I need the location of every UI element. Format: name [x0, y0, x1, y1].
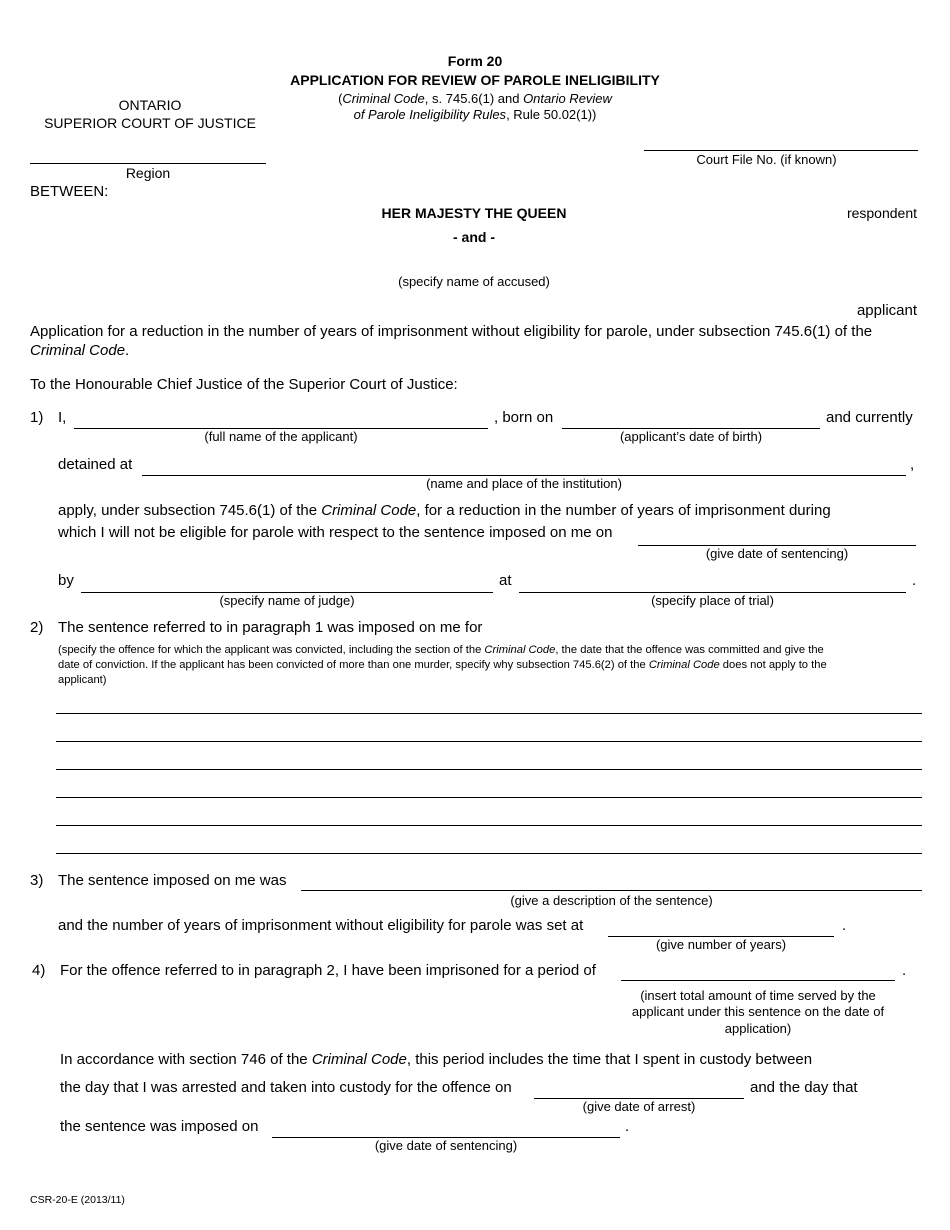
apply-part-1: apply, under subsection 745.6(1) of the [58, 502, 322, 519]
and-separator: - and - [453, 229, 495, 245]
form-code: CSR-20-E (2013/11) [30, 1194, 125, 1206]
years-caption: (give number of years) [655, 937, 787, 952]
instr-c: date of conviction. If the applicant has been convicted of more than one murder, specify why subsection 745.6(2) of the [58, 659, 649, 671]
para3-period: . [842, 917, 847, 934]
intro-line-1: Application for a reduction in the number of years of imprisonment without eligibility for parole, under subsection 745.6(1) of the [30, 323, 873, 340]
crown-name: HER MAJESTY THE QUEEN [381, 205, 567, 221]
para2-instruction-1 [58, 644, 824, 656]
custody-criminal-code: Criminal Code [311, 1051, 407, 1068]
region-field[interactable] [30, 145, 266, 164]
court-file-field[interactable] [644, 132, 918, 151]
intro-line-2 [30, 342, 129, 359]
by-label: by [58, 572, 74, 589]
authority-criminal-code: Criminal Code [342, 91, 425, 106]
imposed-on-label: the sentence was imposed on [60, 1118, 259, 1135]
years-text: and the number of years of imprisonment without eligibility for parole was set at [58, 917, 584, 934]
arrest-date-field[interactable] [534, 1080, 744, 1099]
custody-part-2: , this period includes the time that I spent in custody between [406, 1051, 813, 1068]
para3-text: The sentence imposed on me was [58, 872, 287, 889]
intro-period: . [125, 342, 130, 359]
offence-line-3[interactable] [56, 769, 922, 770]
form-number: Form 20 [447, 53, 503, 69]
detained-at-label: detained at [58, 456, 133, 473]
para2-number: 2) [30, 619, 44, 636]
para2-instruction-3: applicant) [58, 674, 107, 686]
custody-line [60, 1051, 812, 1068]
para4-number: 4) [32, 962, 46, 979]
day-that-label: and the day that [750, 1079, 858, 1096]
applicant-label: applicant [856, 302, 917, 319]
para2-text: The sentence referred to in paragraph 1 was imposed on me for [58, 619, 483, 636]
institution-comma: , [910, 456, 915, 473]
para4-period: . [902, 962, 907, 979]
judge-name-field[interactable] [81, 574, 493, 593]
instr-a: (specify the offence for which the applicant was convicted, including the section of the [58, 644, 485, 656]
para4-period-2: . [625, 1118, 630, 1135]
region-label: Region [125, 165, 171, 181]
para1-i: I, [58, 409, 67, 426]
instr-b: , the date that the offence was committed and give the [555, 644, 824, 656]
arrest-caption: (give date of arrest) [582, 1099, 696, 1114]
para3-number: 3) [30, 872, 44, 889]
arrest-text: the day that I was arrested and taken into custody for the offence on [60, 1079, 512, 1096]
sentencing-caption: (give date of sentencing) [705, 546, 849, 561]
time-served-caption-3: application) [724, 1021, 792, 1036]
accused-caption: (specify name of accused) [398, 274, 550, 289]
sentencing-date-field[interactable] [638, 527, 916, 546]
time-served-field[interactable] [621, 962, 895, 981]
instr-criminal-code-1: Criminal Code [484, 644, 556, 656]
authority-rules-1: Ontario Review [523, 91, 612, 106]
authority-rules-2: of Parole Ineligibility Rules [353, 107, 507, 122]
between-label: BETWEEN: [30, 183, 109, 200]
court-name: SUPERIOR COURT OF JUSTICE [44, 115, 256, 131]
years-field[interactable] [608, 918, 834, 937]
apply-line-2: which I will not be eligible for parole with respect to the sentence imposed on me on [58, 524, 613, 541]
offence-line-4[interactable] [56, 797, 922, 798]
para1-period: . [912, 572, 917, 589]
authority-rule-ref: , Rule 50.02(1)) [506, 107, 597, 122]
offence-line-5[interactable] [56, 825, 922, 826]
time-served-caption-2: applicant under this sentence on the date of [631, 1004, 885, 1019]
trial-caption: (specify place of trial) [651, 593, 774, 608]
date-of-birth-field[interactable] [562, 410, 820, 429]
institution-caption: (name and place of the institution) [426, 476, 622, 491]
offence-line-6[interactable] [56, 853, 922, 854]
offence-line-1[interactable] [56, 713, 922, 714]
authority-section: , s. 745.6(1) and [424, 91, 524, 106]
time-served-caption-1: (insert total amount of time served by the [640, 988, 876, 1003]
imposed-date-field[interactable] [272, 1119, 620, 1138]
trial-place-field[interactable] [519, 574, 906, 593]
form-title: APPLICATION FOR REVIEW OF PAROLE INELIGIBILITY [290, 72, 660, 88]
instr-d: does not apply to the [719, 659, 827, 671]
at-label: at [499, 572, 512, 589]
court-file-label: Court File No. (if known) [696, 152, 837, 167]
full-name-field[interactable] [74, 410, 488, 429]
full-name-caption: (full name of the applicant) [204, 429, 358, 444]
imposed-sentencing-caption: (give date of sentencing) [374, 1138, 518, 1153]
dob-caption: (applicant’s date of birth) [619, 429, 763, 444]
sentence-description-field[interactable] [301, 872, 922, 891]
jurisdiction: ONTARIO [118, 97, 182, 113]
apply-part-2: , for a reduction in the number of years of imprisonment during [416, 502, 831, 519]
respondent-label: respondent [846, 205, 917, 221]
para2-instruction-2 [58, 659, 827, 671]
accused-name-field[interactable] [320, 254, 630, 273]
apply-criminal-code: Criminal Code [321, 502, 417, 519]
and-currently-label: and currently [826, 409, 913, 426]
custody-part-1: In accordance with section 746 of the [60, 1051, 312, 1068]
addressee: To the Honourable Chief Justice of the Superior Court of Justice: [30, 376, 458, 393]
authority-open: ( [338, 91, 343, 106]
institution-field[interactable] [142, 457, 906, 476]
born-on-label: , born on [494, 409, 554, 426]
apply-line-1 [58, 502, 831, 519]
para4-text: For the offence referred to in paragraph 2, I have been imprisoned for a period of [60, 962, 596, 979]
sentence-description-caption: (give a description of the sentence) [510, 893, 713, 908]
offence-line-2[interactable] [56, 741, 922, 742]
instr-criminal-code-2: Criminal Code [648, 659, 720, 671]
judge-caption: (specify name of judge) [219, 593, 355, 608]
intro-criminal-code: Criminal Code [30, 342, 126, 359]
para1-number: 1) [30, 409, 44, 426]
